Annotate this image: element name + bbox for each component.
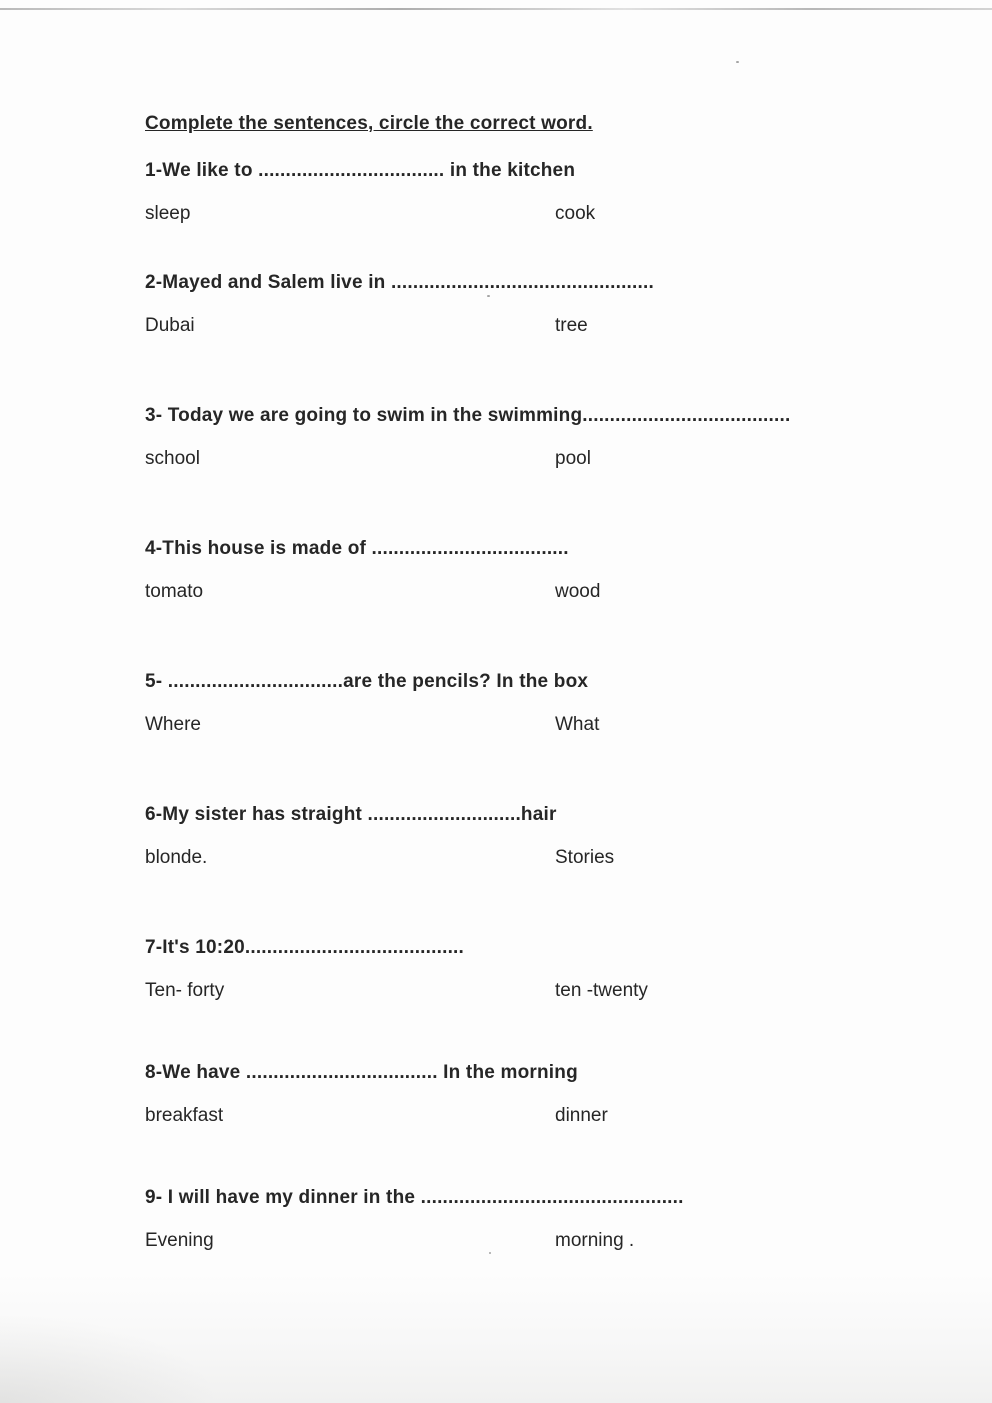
options-row [145,445,865,472]
option-word: school [145,448,200,469]
question-block-1 [145,157,865,227]
options-row [145,312,865,339]
option-word: tomato [145,581,204,602]
option-word: Dubai [145,315,195,336]
option-word: morning . [555,1230,635,1251]
question-block-7 [145,934,865,1004]
question-block-6 [145,801,865,871]
option-word: pool [555,448,591,469]
worksheet-content [145,110,865,1254]
options-row [145,578,865,605]
question-block-2 [145,269,865,339]
question-block-3 [145,402,865,472]
option-word: ten -twenty [555,980,648,1001]
question-text: 8-We have ................................... In the morning [145,1062,578,1083]
question-text: 6-My sister has straight ............................hair [145,804,557,825]
option-word: dinner [555,1105,608,1126]
question-text: 3- Today we are going to swim in the swimming...................................... [145,405,791,426]
question-block-5 [145,668,865,738]
option-word: wood [555,581,601,602]
options-row [145,711,865,738]
option-word: sleep [145,203,191,224]
scan-edge-line [0,8,992,10]
question-text: 7-It's 10:20........................................ [145,937,465,958]
option-word: blonde. [145,847,208,868]
options-row [145,1227,865,1254]
question-text: 2-Mayed and Salem live in ................................................ [145,272,654,293]
option-word: Ten- forty [145,980,225,1001]
option-word: Evening [145,1230,214,1251]
option-word: Stories [555,847,615,868]
worksheet-title: Complete the sentences, circle the correct word. [145,113,593,134]
question-text: 9- I will have my dinner in the ................................................ [145,1187,684,1208]
option-word: breakfast [145,1105,224,1126]
scan-speck [736,61,739,63]
options-row [145,200,865,227]
question-block-4 [145,535,865,605]
options-row [145,977,865,1004]
option-word: tree [555,315,588,336]
question-block-9 [145,1184,865,1254]
options-row [145,844,865,871]
option-word: What [555,714,600,735]
scan-corner-shading [0,1313,220,1403]
question-block-8 [145,1059,865,1129]
options-row [145,1102,865,1129]
option-word: Where [145,714,201,735]
option-word: cook [555,203,596,224]
question-text: 5- ................................are the pencils? In the box [145,671,589,692]
question-text: 4-This house is made of .................................... [145,538,569,559]
question-text: 1-We like to .................................. in the kitchen [145,160,576,181]
